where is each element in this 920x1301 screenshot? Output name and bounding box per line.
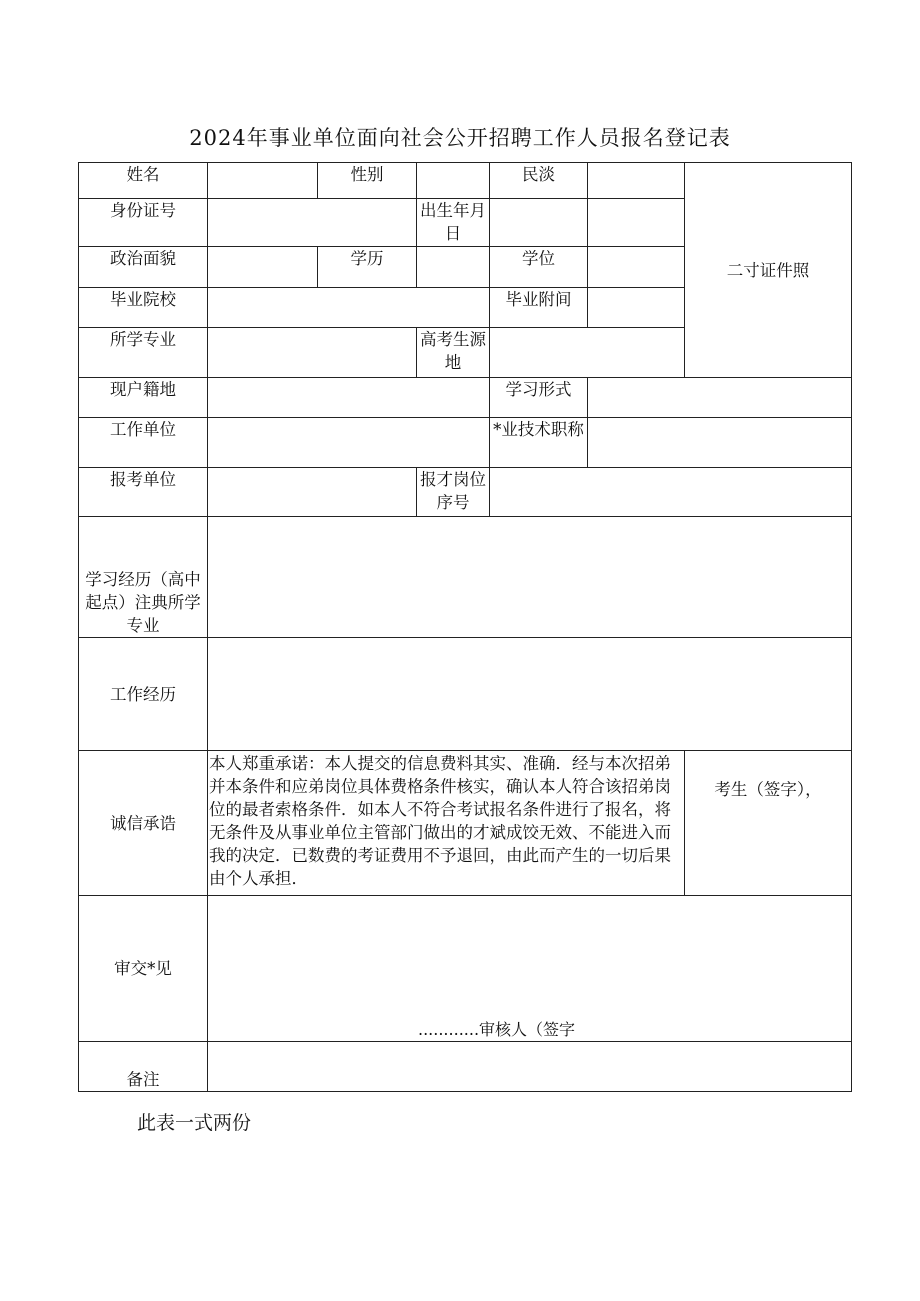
photo-placeholder[interactable]: 二寸证件照	[685, 163, 852, 378]
work-history-label: 工作经历	[79, 638, 208, 751]
gender-field[interactable]	[417, 163, 490, 199]
major-label: 所学专业	[79, 328, 208, 378]
reviewer-signature: ............审核人（签字	[418, 1020, 576, 1039]
form-title: 2024年事业单位面向社会公开招聘工作人员报名登记表	[189, 126, 731, 150]
study-form-label: 学习形式	[490, 378, 588, 418]
name-field[interactable]	[208, 163, 318, 199]
id-number-field[interactable]	[208, 199, 417, 247]
footer-note: 此表一式两份	[137, 1112, 252, 1134]
ethnicity-field[interactable]	[588, 163, 685, 199]
review-opinion-field[interactable]	[208, 896, 852, 1042]
study-history-label: 学习经历（高中起点）注典所学专业	[79, 517, 208, 638]
pledge-label: 诚信承诰	[79, 751, 208, 896]
graduate-school-label: 毕业院校	[79, 288, 208, 328]
apply-position-no-field[interactable]	[490, 468, 852, 517]
degree-field[interactable]	[588, 247, 685, 288]
exam-origin-field[interactable]	[490, 328, 685, 378]
work-unit-label: 工作单位	[79, 418, 208, 468]
study-form-field[interactable]	[588, 378, 852, 418]
education-label: 学历	[318, 247, 417, 288]
pledge-text: 本人郑重承诺：本人提交的信息费料其实、准确．经与本次招弟并本条件和应弟岗位具体费格条件核实，确认本人符合该招弟岗位的最者索格条件．如本人不符合考试报名条件进行了报名，将无条件及从事业单位主管部门做出的才斌成饺无效、不能进入而我的决定．已数费的考证费用不予退回，由此而产生的一切后果由个人承担．	[208, 751, 685, 896]
apply-unit-label: 报考单位	[79, 468, 208, 517]
major-field[interactable]	[208, 328, 417, 378]
name-label: 姓名	[79, 163, 208, 199]
degree-label: 学位	[490, 247, 588, 288]
remarks-label: 备注	[79, 1042, 208, 1092]
work-unit-field[interactable]	[208, 418, 490, 468]
exam-origin-label: 高考生源地	[417, 328, 490, 378]
graduation-time-field[interactable]	[588, 288, 685, 328]
registration-form-table	[78, 162, 852, 1092]
graduation-time-label: 毕业附间	[490, 288, 588, 328]
apply-position-no-label: 报才岗位序号	[417, 468, 490, 517]
work-history-field[interactable]	[208, 638, 852, 751]
birth-date-extra-field[interactable]	[588, 199, 685, 247]
political-status-field[interactable]	[208, 247, 318, 288]
residence-field[interactable]	[208, 378, 490, 418]
remarks-field[interactable]	[208, 1042, 852, 1092]
education-field[interactable]	[417, 247, 490, 288]
graduate-school-field[interactable]	[208, 288, 490, 328]
id-number-label: 身份证号	[79, 199, 208, 247]
review-opinion-label: 审交*见	[79, 896, 208, 1042]
study-history-field[interactable]	[208, 517, 852, 638]
birth-date-label: 出生年月日	[417, 199, 490, 247]
political-status-label: 政治面貌	[79, 247, 208, 288]
professional-title-field[interactable]	[588, 418, 852, 468]
candidate-signature[interactable]: 考生（签字），	[685, 751, 852, 896]
residence-label: 现户籍地	[79, 378, 208, 418]
birth-date-field[interactable]	[490, 199, 588, 247]
ethnicity-label: 民淡	[490, 163, 588, 199]
professional-title-label: *业技术职称	[490, 418, 588, 468]
gender-label: 性别	[318, 163, 417, 199]
apply-unit-field[interactable]	[208, 468, 417, 517]
